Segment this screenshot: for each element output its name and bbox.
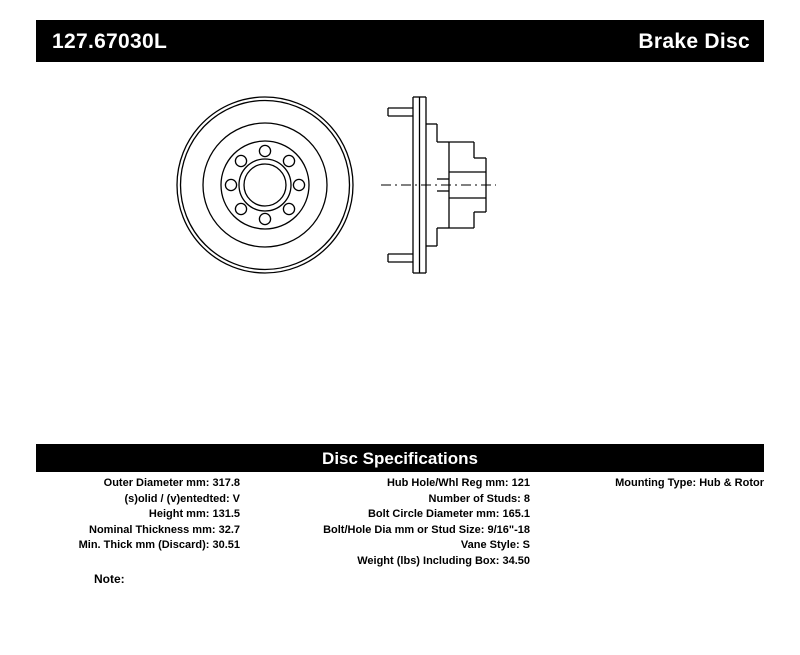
brake-disc-face-view <box>177 97 353 273</box>
spec-mounting-type: Mounting Type: Hub & Rotor <box>615 477 764 489</box>
spec-min-thickness: Min. Thick mm (Discard): 30.51 <box>78 539 240 551</box>
spec-vane-style: Vane Style: S <box>460 539 530 551</box>
spec-column-left <box>36 476 240 554</box>
spec-hub-hole: Hub Hole/Whl Reg mm: 121 <box>386 477 530 489</box>
note-label: Note: <box>94 572 125 586</box>
brake-disc-side-section-view <box>381 97 496 273</box>
spec-solid-vented: (s)olid / (v)entedted: V <box>124 492 240 505</box>
spec-column-right <box>540 476 764 492</box>
spec-number-of-studs: Number of Studs: 8 <box>428 492 530 505</box>
spec-weight: Weight (lbs) Including Box: 34.50 <box>357 554 530 567</box>
spec-bolt-hole-dia: Bolt/Hole Dia mm or Stud Size: 9/16"-18 <box>323 523 530 536</box>
technical-drawing <box>36 80 764 410</box>
disc-specifications-body <box>36 476 764 576</box>
disc-specifications-title: Disc Specifications <box>322 448 478 468</box>
spec-nominal-thickness: Nominal Thickness mm: 32.7 <box>89 523 240 536</box>
page-title: Brake Disc <box>638 29 750 53</box>
header-bar <box>36 20 764 62</box>
spec-outer-diameter: Outer Diameter mm: 317.8 <box>103 477 240 489</box>
disc-specifications-bar <box>36 444 764 472</box>
part-number: 127.67030L <box>52 29 168 53</box>
spec-column-middle <box>250 476 530 569</box>
spec-height: Height mm: 131.5 <box>148 508 240 520</box>
spec-bolt-circle-diameter: Bolt Circle Diameter mm: 165.1 <box>367 508 530 520</box>
